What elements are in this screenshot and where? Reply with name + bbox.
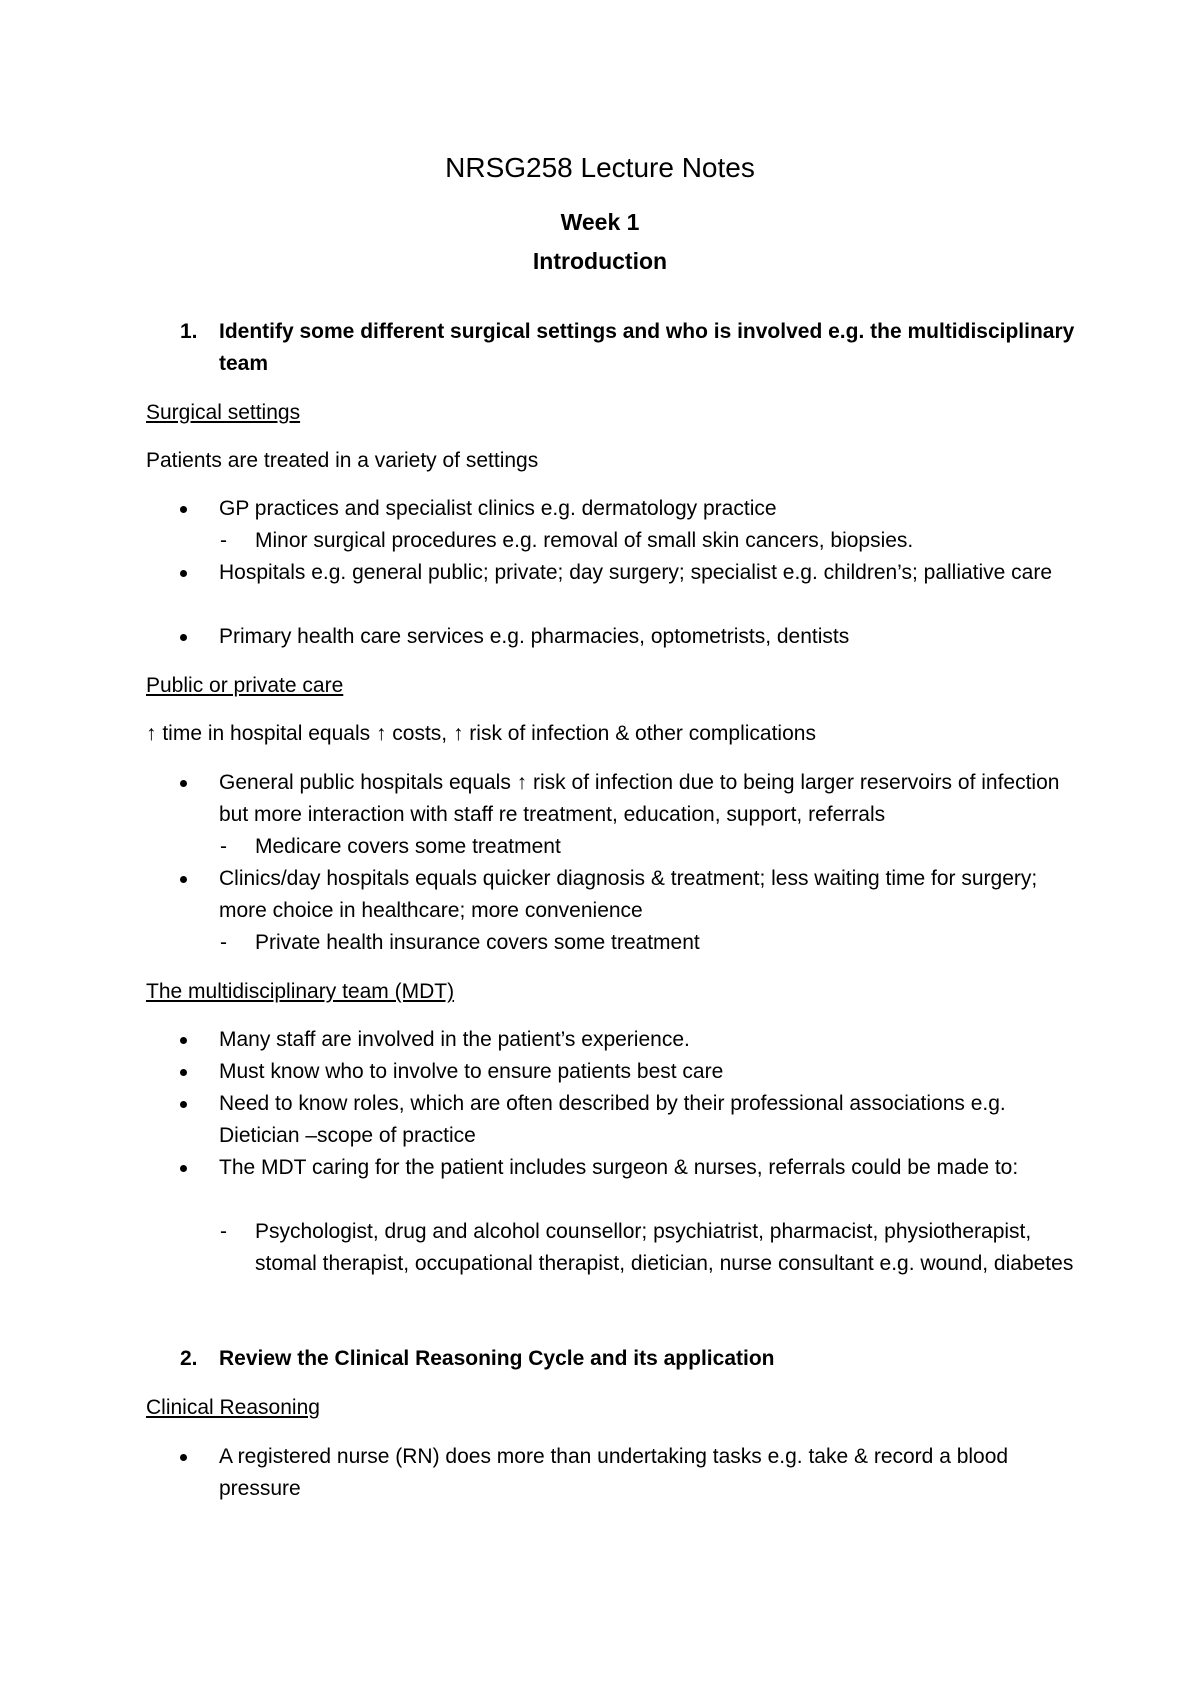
bullet-icon	[180, 570, 187, 577]
dash-icon: -	[220, 1220, 227, 1243]
dash-icon: -	[220, 835, 227, 858]
public-private-intro: ↑ time in hospital equals ↑ costs, ↑ risk of infection & other complications	[146, 722, 816, 745]
bullet-icon	[180, 1069, 187, 1076]
question-1-number: 1.	[180, 320, 198, 343]
document-title: NRSG258 Lecture Notes	[445, 152, 755, 183]
bullet-icon	[180, 634, 187, 641]
bullet-icon	[180, 1165, 187, 1172]
bullet-icon	[180, 506, 187, 513]
bullet-icon	[180, 780, 187, 787]
mdt-heading: The multidisciplinary team (MDT)	[146, 980, 455, 1003]
week-label: Week 1	[560, 209, 640, 235]
dash-icon: -	[220, 931, 227, 954]
clinical-reasoning-heading: Clinical Reasoning	[146, 1396, 320, 1419]
bullet-icon	[180, 876, 187, 883]
section-title: Introduction	[532, 248, 668, 274]
question-1-text: Identify some different surgical settings and who is involved e.g. the multidisciplinary team	[219, 320, 1075, 375]
bullet-icon	[180, 1454, 187, 1461]
surgical-settings-heading: Surgical settings	[146, 401, 301, 424]
surgical-settings-intro: Patients are treated in a variety of settings	[146, 449, 539, 472]
dash-icon: -	[220, 529, 227, 552]
question-2-number: 2.	[180, 1347, 198, 1370]
question-2-text: Review the Clinical Reasoning Cycle and its application	[219, 1347, 775, 1370]
bullet-icon	[180, 1101, 187, 1108]
public-private-heading: Public or private care	[146, 674, 344, 697]
bullet-icon	[180, 1037, 187, 1044]
document-page: NRSG258 Lecture Notes Week 1 Introduction 1. Identify some different surgical settings and who is involved e.g. the multidisciplinary team Surgical settings Patients are treated in a variety of settings GP practices and specialist clinics e.g. dermatology practice - Minor surgical procedures e.g. removal of small skin cancers, biopsies. Hospitals e.g. general public; private; day surgery; specialist e.g. children’s; palliative care Primary health care services e.g. pharmacies, optometrists, dentists Public or private care ↑ time in hospital equals ↑ costs, ↑ risk of infection & other complications General public hospitals equals ↑ risk of infection due to being larger reservoirs of infection but more interaction with staff re treatment, education, support, referrals - Medicare covers some treatment Clinics/day hospitals equals quicker diagnosis & treatment; less waiting time for surgery; more choice in healthcare; more convenience - Private health insurance covers some treatment The multidisciplinary team (MDT) Many staff are involved in the patient’s experience. Must know who to involve to ensure patients best care Need to know roles, which are often described by their professional associations e.g. Dietician –scope of practice The MDT caring for the patient includes surgeon & nurses, referrals could be made to: - Psychologist, drug and alcohol counsellor; psychiatrist, pharmacist, physiotherapist, stomal therapist, occupational therapist, dietician, nurse consultant e.g. wound, diabetes 2. Review the Clinical Reasoning Cycle and its application Clinical Reasoning A registered nurse (RN) does more than undertaking tasks e.g. take & record a blood pressure	[0, 0, 1200, 1698]
